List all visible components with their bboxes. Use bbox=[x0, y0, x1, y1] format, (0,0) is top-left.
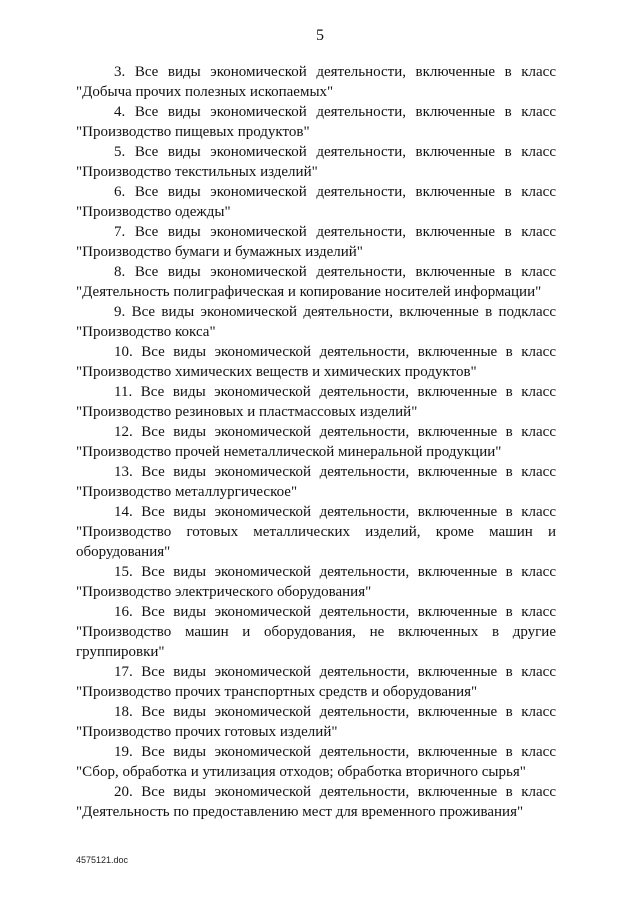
list-item-lead-line: 17. Все виды экономической деятельности, включенные в класс bbox=[114, 664, 556, 680]
list-item-line: "Производство металлургическое" bbox=[76, 484, 298, 500]
list-item bbox=[76, 782, 556, 822]
document-code: 4575121.doc bbox=[76, 855, 129, 865]
list-item-lead-line: 14. Все виды экономической деятельности, включенные в класс bbox=[114, 504, 556, 520]
list-item-lead-line: 16. Все виды экономической деятельности, включенные в класс bbox=[114, 604, 556, 620]
list-item bbox=[76, 182, 556, 222]
list-item bbox=[76, 302, 556, 342]
list-item-lead-line: 19. Все виды экономической деятельности, включенные в класс bbox=[114, 744, 556, 760]
list-item-line: "Производство резиновых и пластмассовых изделий" bbox=[76, 404, 418, 420]
list-item-line: "Производство машин и оборудования, не включенных в другие bbox=[76, 624, 556, 640]
list-item-line: "Производство готовых металлических изделий, кроме машин и bbox=[76, 524, 556, 540]
list-item-line: "Производство прочих готовых изделий" bbox=[76, 724, 338, 740]
list-item-lead-line: 20. Все виды экономической деятельности, включенные в класс bbox=[114, 784, 556, 800]
list-item-line: "Производство химических веществ и химических продуктов" bbox=[76, 364, 477, 380]
list-item-lead-line: 3. Все виды экономической деятельности, включенные в класс bbox=[114, 64, 556, 80]
list-item-line: оборудования" bbox=[76, 544, 171, 560]
list-item-line: "Производство электрического оборудования" bbox=[76, 584, 372, 600]
list-item-line: "Деятельность по предоставлению мест для временного проживания" bbox=[76, 804, 524, 820]
list-item-lead-line: 5. Все виды экономической деятельности, включенные в класс bbox=[114, 144, 556, 160]
list-item bbox=[76, 462, 556, 502]
list-item bbox=[76, 62, 556, 102]
list-item-lead-line: 9. Все виды экономической деятельности, включенные в подкласс bbox=[114, 304, 556, 320]
list-item-lead-line: 15. Все виды экономической деятельности, включенные в класс bbox=[114, 564, 556, 580]
list-item-line: "Производство одежды" bbox=[76, 204, 231, 220]
list-item-lead-line: 8. Все виды экономической деятельности, включенные в класс bbox=[114, 264, 556, 280]
list-item bbox=[76, 422, 556, 462]
list-item-line: "Производство прочих транспортных средств и оборудования" bbox=[76, 684, 478, 700]
list-item-line: "Производство прочей неметаллической минеральной продукции" bbox=[76, 444, 502, 460]
list-item-line: "Производство бумаги и бумажных изделий" bbox=[76, 244, 363, 260]
list-item-lead-line: 7. Все виды экономической деятельности, включенные в класс bbox=[114, 224, 556, 240]
list-item-line: "Сбор, обработка и утилизация отходов; обработка вторичного сырья" bbox=[76, 764, 526, 780]
list-item bbox=[76, 662, 556, 702]
list-item-lead-line: 11. Все виды экономической деятельности, включенные в класс bbox=[114, 384, 556, 400]
list-item-line: "Производство пищевых продуктов" bbox=[76, 124, 310, 140]
list-item-line: группировки" bbox=[76, 644, 165, 660]
list-item bbox=[76, 702, 556, 742]
document-body bbox=[76, 62, 556, 822]
list-item-lead-line: 10. Все виды экономической деятельности, включенные в класс bbox=[114, 344, 556, 360]
list-item-lead-line: 4. Все виды экономической деятельности, включенные в класс bbox=[114, 104, 556, 120]
list-item-lead-line: 18. Все виды экономической деятельности, включенные в класс bbox=[114, 704, 556, 720]
list-item bbox=[76, 562, 556, 602]
list-item-lead-line: 13. Все виды экономической деятельности, включенные в класс bbox=[114, 464, 556, 480]
page-number: 5 bbox=[316, 27, 324, 44]
list-item-lead-line: 12. Все виды экономической деятельности, включенные в класс bbox=[114, 424, 556, 440]
list-item-line: "Деятельность полиграфическая и копирование носителей информации" bbox=[76, 284, 542, 300]
list-item bbox=[76, 602, 556, 662]
list-item bbox=[76, 382, 556, 422]
list-item-line: "Производство текстильных изделий" bbox=[76, 164, 318, 180]
list-item bbox=[76, 142, 556, 182]
list-item-line: "Производство кокса" bbox=[76, 324, 216, 340]
list-item-lead-line: 6. Все виды экономической деятельности, включенные в класс bbox=[114, 184, 556, 200]
list-item bbox=[76, 742, 556, 782]
list-item bbox=[76, 502, 556, 562]
list-item bbox=[76, 102, 556, 142]
list-item bbox=[76, 222, 556, 262]
list-item-line: "Добыча прочих полезных ископаемых" bbox=[76, 84, 334, 100]
list-item bbox=[76, 342, 556, 382]
list-item bbox=[76, 262, 556, 302]
